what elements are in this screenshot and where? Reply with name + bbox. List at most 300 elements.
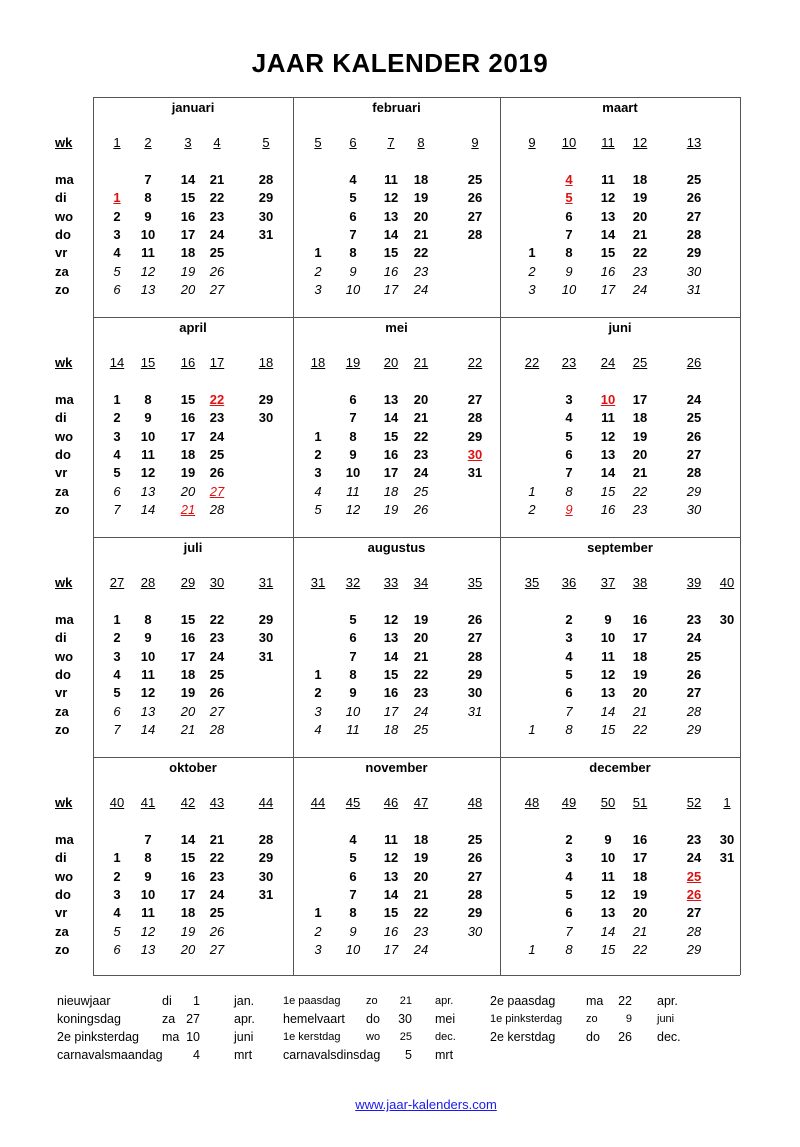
day-cell[interactable]: 7: [113, 721, 121, 737]
day-cell[interactable]: 29: [686, 245, 702, 261]
day-cell[interactable]: 5: [565, 666, 573, 682]
day-cell[interactable]: 30: [258, 630, 274, 646]
day-cell[interactable]: 26: [413, 501, 429, 517]
day-cell[interactable]: 27: [686, 446, 702, 462]
day-cell[interactable]: 26: [209, 263, 225, 279]
day-cell[interactable]: 19: [180, 923, 196, 939]
day-cell[interactable]: 29: [258, 612, 274, 627]
day-cell[interactable]: 24: [413, 703, 429, 719]
day-cell[interactable]: 21: [413, 886, 429, 902]
day-cell[interactable]: 2: [528, 501, 536, 517]
day-cell[interactable]: 18: [180, 666, 196, 682]
day-cell[interactable]: 21: [180, 721, 196, 737]
day-cell[interactable]: 22: [413, 666, 429, 682]
day-cell[interactable]: 11: [141, 666, 155, 682]
day-cell[interactable]: 18: [413, 172, 429, 187]
day-cell[interactable]: 16: [600, 501, 616, 517]
day-cell[interactable]: 6: [113, 703, 121, 719]
day-cell[interactable]: 16: [632, 612, 648, 627]
day-cell[interactable]: 24: [686, 630, 702, 646]
day-cell[interactable]: 16: [383, 685, 399, 701]
day-cell[interactable]: 26: [467, 850, 483, 866]
day-cell[interactable]: 2: [314, 446, 322, 462]
day-cell[interactable]: 20: [413, 868, 429, 884]
day-cell[interactable]: 3: [113, 886, 121, 902]
day-cell[interactable]: 5: [565, 190, 573, 206]
day-cell[interactable]: 15: [180, 850, 196, 866]
day-cell[interactable]: 13: [383, 868, 399, 884]
day-cell[interactable]: 16: [383, 923, 399, 939]
day-cell[interactable]: 20: [180, 703, 196, 719]
day-cell[interactable]: 27: [209, 483, 225, 499]
day-cell[interactable]: 29: [258, 850, 274, 866]
day-cell[interactable]: 29: [258, 190, 274, 206]
day-cell[interactable]: 22: [632, 721, 648, 737]
day-cell[interactable]: 4: [565, 648, 573, 664]
day-cell[interactable]: 29: [258, 392, 274, 407]
day-cell[interactable]: 4: [349, 172, 357, 187]
day-cell[interactable]: 7: [144, 172, 152, 187]
day-cell[interactable]: 5: [113, 923, 121, 939]
day-cell[interactable]: 1: [314, 428, 322, 444]
day-cell[interactable]: 22: [632, 245, 648, 261]
day-cell[interactable]: 25: [686, 868, 702, 884]
day-cell[interactable]: 21: [632, 465, 648, 481]
day-cell[interactable]: 2: [565, 832, 573, 847]
day-cell[interactable]: 16: [383, 446, 399, 462]
day-cell[interactable]: 28: [467, 648, 483, 664]
day-cell[interactable]: 17: [383, 941, 399, 957]
day-cell[interactable]: 11: [601, 172, 615, 187]
day-cell[interactable]: 19: [632, 428, 648, 444]
day-cell[interactable]: 30: [686, 501, 702, 517]
day-cell[interactable]: 11: [141, 446, 155, 462]
day-cell[interactable]: 18: [383, 721, 399, 737]
day-cell[interactable]: 24: [209, 886, 225, 902]
day-cell[interactable]: 20: [632, 905, 648, 921]
day-cell[interactable]: 31: [258, 886, 274, 902]
day-cell[interactable]: 24: [686, 392, 702, 407]
day-cell[interactable]: 22: [413, 428, 429, 444]
day-cell[interactable]: 9: [349, 446, 357, 462]
day-cell[interactable]: 7: [349, 226, 357, 242]
day-cell[interactable]: 18: [413, 832, 429, 847]
day-cell[interactable]: 9: [144, 410, 152, 426]
day-cell[interactable]: 30: [686, 263, 702, 279]
day-cell[interactable]: 5: [113, 685, 121, 701]
day-cell[interactable]: 20: [632, 446, 648, 462]
day-cell[interactable]: 7: [349, 886, 357, 902]
day-cell[interactable]: 18: [180, 245, 196, 261]
day-cell[interactable]: 19: [632, 666, 648, 682]
day-cell[interactable]: 4: [113, 446, 121, 462]
day-cell[interactable]: 15: [180, 392, 196, 407]
day-cell[interactable]: 26: [209, 923, 225, 939]
day-cell[interactable]: 29: [467, 905, 483, 921]
day-cell[interactable]: 13: [600, 208, 616, 224]
day-cell[interactable]: 12: [600, 190, 616, 206]
day-cell[interactable]: 3: [314, 703, 322, 719]
day-cell[interactable]: 17: [632, 630, 648, 646]
day-cell[interactable]: 13: [140, 703, 156, 719]
day-cell[interactable]: 4: [565, 410, 573, 426]
day-cell[interactable]: 15: [383, 428, 399, 444]
day-cell[interactable]: 16: [180, 410, 196, 426]
day-cell[interactable]: 1: [528, 245, 536, 261]
day-cell[interactable]: 8: [565, 483, 573, 499]
day-cell[interactable]: 25: [686, 410, 702, 426]
day-cell[interactable]: 17: [383, 703, 399, 719]
day-cell[interactable]: 27: [686, 208, 702, 224]
day-cell[interactable]: 25: [209, 446, 225, 462]
day-cell[interactable]: 30: [258, 208, 274, 224]
day-cell[interactable]: 28: [209, 501, 225, 517]
day-cell[interactable]: 22: [413, 905, 429, 921]
day-cell[interactable]: 22: [632, 941, 648, 957]
day-cell[interactable]: 6: [349, 630, 357, 646]
day-cell[interactable]: 23: [209, 868, 225, 884]
day-cell[interactable]: 28: [467, 226, 483, 242]
day-cell[interactable]: 23: [413, 263, 429, 279]
day-cell[interactable]: 30: [258, 868, 274, 884]
day-cell[interactable]: 31: [258, 226, 274, 242]
day-cell[interactable]: 10: [140, 226, 156, 242]
day-cell[interactable]: 8: [565, 941, 573, 957]
day-cell[interactable]: 15: [600, 483, 616, 499]
day-cell[interactable]: 1: [314, 245, 322, 261]
day-cell[interactable]: 28: [258, 832, 274, 847]
day-cell[interactable]: 10: [600, 392, 616, 407]
day-cell[interactable]: 25: [413, 721, 429, 737]
day-cell[interactable]: 27: [467, 392, 483, 407]
day-cell[interactable]: 16: [180, 208, 196, 224]
day-cell[interactable]: 11: [141, 905, 155, 921]
day-cell[interactable]: 11: [384, 172, 398, 187]
day-cell[interactable]: 14: [140, 501, 156, 517]
day-cell[interactable]: 14: [383, 226, 399, 242]
day-cell[interactable]: 26: [686, 428, 702, 444]
day-cell[interactable]: 18: [180, 905, 196, 921]
day-cell[interactable]: 27: [467, 208, 483, 224]
day-cell[interactable]: 4: [565, 868, 573, 884]
day-cell[interactable]: 6: [349, 868, 357, 884]
day-cell[interactable]: 28: [686, 703, 702, 719]
day-cell[interactable]: 19: [413, 190, 429, 206]
day-cell[interactable]: 1: [113, 392, 121, 407]
day-cell[interactable]: 31: [467, 465, 483, 481]
day-cell[interactable]: 14: [600, 465, 616, 481]
day-cell[interactable]: 18: [632, 410, 648, 426]
day-cell[interactable]: 28: [258, 172, 274, 187]
day-cell[interactable]: 12: [140, 923, 156, 939]
day-cell[interactable]: 4: [565, 172, 573, 187]
day-cell[interactable]: 10: [345, 281, 361, 297]
day-cell[interactable]: 1: [113, 190, 121, 206]
day-cell[interactable]: 1: [528, 483, 536, 499]
day-cell[interactable]: 22: [209, 392, 225, 407]
day-cell[interactable]: 6: [565, 905, 573, 921]
day-cell[interactable]: 10: [345, 941, 361, 957]
day-cell[interactable]: 9: [144, 630, 152, 646]
day-cell[interactable]: 11: [346, 721, 360, 737]
day-cell[interactable]: 10: [600, 630, 616, 646]
day-cell[interactable]: 22: [209, 850, 225, 866]
day-cell[interactable]: 14: [383, 648, 399, 664]
day-cell[interactable]: 9: [144, 868, 152, 884]
day-cell[interactable]: 30: [258, 410, 274, 426]
day-cell[interactable]: 24: [413, 465, 429, 481]
day-cell[interactable]: 28: [686, 923, 702, 939]
day-cell[interactable]: 11: [346, 483, 360, 499]
day-cell[interactable]: 31: [258, 648, 274, 664]
day-cell[interactable]: 5: [113, 465, 121, 481]
day-cell[interactable]: 14: [180, 832, 196, 847]
day-cell[interactable]: 8: [565, 721, 573, 737]
day-cell[interactable]: 26: [686, 886, 702, 902]
day-cell[interactable]: 24: [413, 941, 429, 957]
day-cell[interactable]: 15: [600, 941, 616, 957]
day-cell[interactable]: 15: [600, 721, 616, 737]
day-cell[interactable]: 9: [349, 685, 357, 701]
day-cell[interactable]: 14: [600, 226, 616, 242]
day-cell[interactable]: 1: [528, 941, 536, 957]
day-cell[interactable]: 16: [180, 868, 196, 884]
day-cell[interactable]: 27: [467, 630, 483, 646]
day-cell[interactable]: 30: [467, 685, 483, 701]
day-cell[interactable]: 21: [632, 703, 648, 719]
day-cell[interactable]: 8: [349, 428, 357, 444]
day-cell[interactable]: 24: [209, 648, 225, 664]
day-cell[interactable]: 3: [113, 428, 121, 444]
day-cell[interactable]: 17: [600, 281, 616, 297]
day-cell[interactable]: 2: [113, 868, 121, 884]
day-cell[interactable]: 20: [180, 281, 196, 297]
day-cell[interactable]: 31: [686, 281, 702, 297]
day-cell[interactable]: 19: [632, 190, 648, 206]
day-cell[interactable]: 10: [345, 703, 361, 719]
day-cell[interactable]: 23: [686, 612, 702, 627]
day-cell[interactable]: 23: [209, 410, 225, 426]
day-cell[interactable]: 14: [180, 172, 196, 187]
day-cell[interactable]: 11: [141, 245, 155, 261]
day-cell[interactable]: 12: [600, 886, 616, 902]
day-cell[interactable]: 23: [686, 832, 702, 847]
day-cell[interactable]: 16: [632, 832, 648, 847]
day-cell[interactable]: 15: [383, 245, 399, 261]
day-cell[interactable]: 18: [180, 446, 196, 462]
day-cell[interactable]: 21: [209, 172, 225, 187]
day-cell[interactable]: 6: [113, 483, 121, 499]
day-cell[interactable]: 26: [209, 465, 225, 481]
day-cell[interactable]: 21: [413, 410, 429, 426]
day-cell[interactable]: 22: [209, 190, 225, 206]
day-cell[interactable]: 7: [565, 703, 573, 719]
day-cell[interactable]: 28: [686, 465, 702, 481]
day-cell[interactable]: 25: [209, 666, 225, 682]
day-cell[interactable]: 12: [600, 666, 616, 682]
day-cell[interactable]: 19: [413, 850, 429, 866]
day-cell[interactable]: 4: [113, 666, 121, 682]
day-cell[interactable]: 25: [686, 172, 702, 187]
day-cell[interactable]: 13: [383, 208, 399, 224]
day-cell[interactable]: 7: [113, 501, 121, 517]
day-cell[interactable]: 11: [601, 648, 615, 664]
day-cell[interactable]: 24: [632, 281, 648, 297]
day-cell[interactable]: 12: [140, 263, 156, 279]
day-cell[interactable]: 20: [413, 630, 429, 646]
day-cell[interactable]: 4: [314, 483, 322, 499]
day-cell[interactable]: 21: [413, 648, 429, 664]
day-cell[interactable]: 10: [140, 428, 156, 444]
day-cell[interactable]: 7: [565, 465, 573, 481]
day-cell[interactable]: 3: [314, 465, 322, 481]
day-cell[interactable]: 14: [600, 703, 616, 719]
day-cell[interactable]: 24: [209, 226, 225, 242]
day-cell[interactable]: 9: [604, 612, 612, 627]
day-cell[interactable]: 16: [600, 263, 616, 279]
day-cell[interactable]: 2: [314, 923, 322, 939]
day-cell[interactable]: 23: [632, 263, 648, 279]
day-cell[interactable]: 28: [467, 410, 483, 426]
day-cell[interactable]: 30: [467, 923, 483, 939]
day-cell[interactable]: 6: [113, 281, 121, 297]
day-cell[interactable]: 3: [565, 630, 573, 646]
day-cell[interactable]: 12: [383, 612, 399, 627]
day-cell[interactable]: 10: [561, 281, 577, 297]
day-cell[interactable]: 17: [180, 886, 196, 902]
day-cell[interactable]: 19: [413, 612, 429, 627]
day-cell[interactable]: 23: [413, 923, 429, 939]
day-cell[interactable]: 13: [140, 483, 156, 499]
day-cell[interactable]: 10: [140, 886, 156, 902]
day-cell[interactable]: 30: [467, 446, 483, 462]
day-cell[interactable]: 20: [413, 208, 429, 224]
day-cell[interactable]: 22: [413, 245, 429, 261]
day-cell[interactable]: 6: [349, 208, 357, 224]
day-cell[interactable]: 2: [113, 208, 121, 224]
day-cell[interactable]: 11: [384, 832, 398, 847]
day-cell[interactable]: 30: [719, 832, 735, 847]
day-cell[interactable]: 8: [349, 905, 357, 921]
day-cell[interactable]: 22: [632, 483, 648, 499]
day-cell[interactable]: 27: [209, 703, 225, 719]
day-cell[interactable]: 5: [565, 428, 573, 444]
day-cell[interactable]: 18: [632, 172, 648, 187]
day-cell[interactable]: 16: [180, 630, 196, 646]
day-cell[interactable]: 7: [349, 648, 357, 664]
day-cell[interactable]: 11: [601, 868, 615, 884]
day-cell[interactable]: 26: [467, 612, 483, 627]
day-cell[interactable]: 6: [565, 685, 573, 701]
day-cell[interactable]: 20: [632, 685, 648, 701]
day-cell[interactable]: 29: [686, 721, 702, 737]
day-cell[interactable]: 28: [209, 721, 225, 737]
day-cell[interactable]: 3: [565, 850, 573, 866]
day-cell[interactable]: 21: [632, 226, 648, 242]
day-cell[interactable]: 13: [600, 685, 616, 701]
day-cell[interactable]: 8: [565, 245, 573, 261]
day-cell[interactable]: 6: [565, 446, 573, 462]
day-cell[interactable]: 28: [686, 226, 702, 242]
day-cell[interactable]: 3: [565, 392, 573, 407]
day-cell[interactable]: 26: [209, 685, 225, 701]
day-cell[interactable]: 14: [600, 923, 616, 939]
day-cell[interactable]: 21: [180, 501, 196, 517]
day-cell[interactable]: 5: [349, 190, 357, 206]
day-cell[interactable]: 18: [632, 868, 648, 884]
day-cell[interactable]: 8: [349, 245, 357, 261]
day-cell[interactable]: 17: [632, 392, 648, 407]
day-cell[interactable]: 19: [383, 501, 399, 517]
day-cell[interactable]: 19: [180, 685, 196, 701]
day-cell[interactable]: 1: [314, 666, 322, 682]
day-cell[interactable]: 12: [600, 428, 616, 444]
day-cell[interactable]: 26: [467, 190, 483, 206]
day-cell[interactable]: 12: [140, 465, 156, 481]
day-cell[interactable]: 25: [209, 245, 225, 261]
day-cell[interactable]: 4: [113, 905, 121, 921]
day-cell[interactable]: 9: [565, 263, 573, 279]
day-cell[interactable]: 25: [209, 905, 225, 921]
day-cell[interactable]: 10: [140, 648, 156, 664]
day-cell[interactable]: 14: [140, 721, 156, 737]
day-cell[interactable]: 21: [632, 923, 648, 939]
day-cell[interactable]: 5: [565, 886, 573, 902]
day-cell[interactable]: 27: [467, 868, 483, 884]
day-cell[interactable]: 21: [209, 832, 225, 847]
day-cell[interactable]: 7: [565, 923, 573, 939]
day-cell[interactable]: 1: [113, 850, 121, 866]
day-cell[interactable]: 24: [413, 281, 429, 297]
day-cell[interactable]: 27: [209, 941, 225, 957]
day-cell[interactable]: 10: [345, 465, 361, 481]
day-cell[interactable]: 7: [144, 832, 152, 847]
day-cell[interactable]: 2: [314, 685, 322, 701]
day-cell[interactable]: 13: [383, 392, 399, 407]
day-cell[interactable]: 25: [467, 172, 483, 187]
day-cell[interactable]: 8: [144, 392, 152, 407]
day-cell[interactable]: 26: [686, 190, 702, 206]
day-cell[interactable]: 17: [383, 281, 399, 297]
day-cell[interactable]: 13: [600, 446, 616, 462]
day-cell[interactable]: 2: [113, 630, 121, 646]
day-cell[interactable]: 9: [565, 501, 573, 517]
day-cell[interactable]: 3: [113, 226, 121, 242]
day-cell[interactable]: 29: [467, 666, 483, 682]
day-cell[interactable]: 17: [632, 850, 648, 866]
day-cell[interactable]: 10: [600, 850, 616, 866]
day-cell[interactable]: 15: [180, 190, 196, 206]
day-cell[interactable]: 7: [565, 226, 573, 242]
day-cell[interactable]: 15: [383, 666, 399, 682]
day-cell[interactable]: 20: [180, 941, 196, 957]
day-cell[interactable]: 8: [144, 850, 152, 866]
day-cell[interactable]: 13: [383, 630, 399, 646]
day-cell[interactable]: 23: [413, 685, 429, 701]
day-cell[interactable]: 9: [144, 208, 152, 224]
day-cell[interactable]: 27: [209, 281, 225, 297]
day-cell[interactable]: 4: [113, 245, 121, 261]
day-cell[interactable]: 21: [413, 226, 429, 242]
day-cell[interactable]: 2: [528, 263, 536, 279]
day-cell[interactable]: 12: [140, 685, 156, 701]
day-cell[interactable]: 3: [314, 281, 322, 297]
day-cell[interactable]: 28: [467, 886, 483, 902]
day-cell[interactable]: 5: [349, 850, 357, 866]
day-cell[interactable]: 23: [632, 501, 648, 517]
day-cell[interactable]: 1: [314, 905, 322, 921]
day-cell[interactable]: 18: [383, 483, 399, 499]
